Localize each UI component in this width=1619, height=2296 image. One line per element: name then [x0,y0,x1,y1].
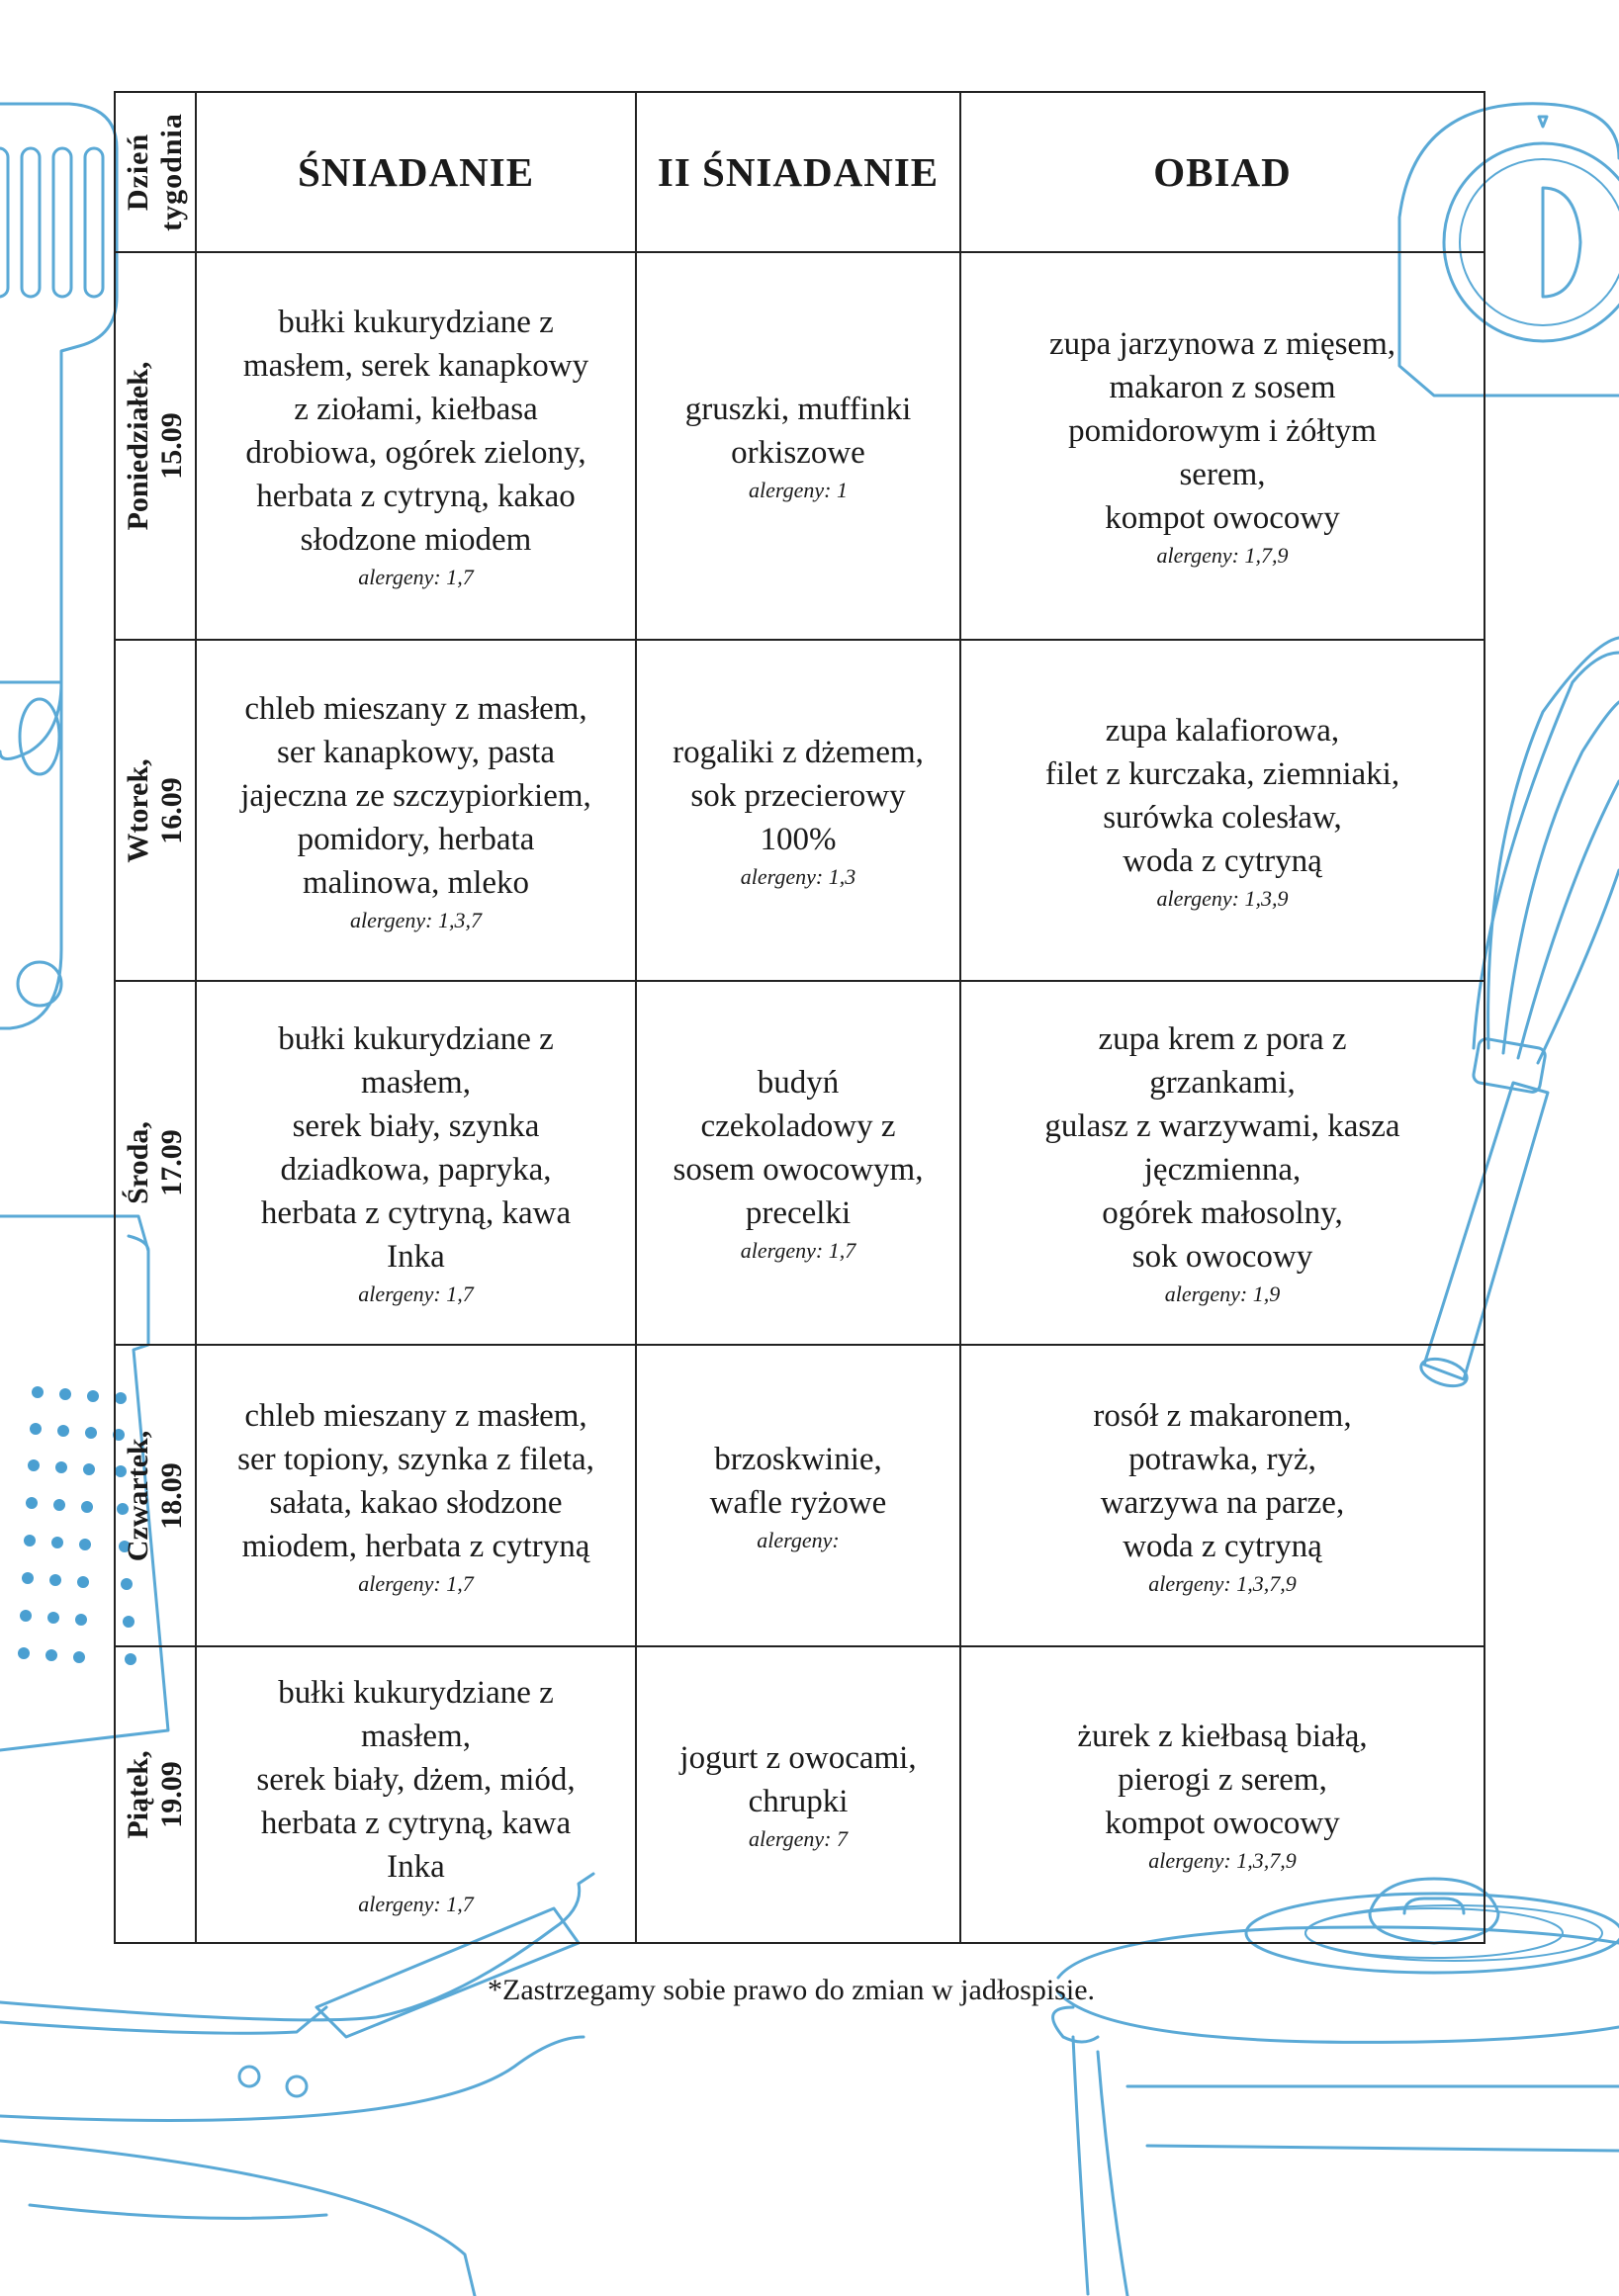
day-header-line2: tygodnia [155,113,188,231]
day-name: Piątek, [122,1750,154,1839]
weekly-menu-table [114,91,1485,1944]
meal-text: zupa kalafiorowa, filet z kurczaka, ziemniaki, surówka colesław, woda z cytryną [1044,712,1400,879]
table-row [115,252,1484,640]
allergen-note: alergeny: 1 [749,478,848,502]
day-name: Wtorek, [122,757,154,863]
lunch-cell [960,1345,1484,1646]
table-row [115,1345,1484,1646]
lunch-cell [960,1646,1484,1943]
meal-text: rosół z makaronem, potrawka, ryż, warzywa na parze, woda z cytryną [1093,1397,1352,1564]
meal-text: zupa jarzynowa z mięsem, makaron z sosem pomidorowym i żółtym serem, kompot owocowy [1048,326,1395,536]
meal-text: gruszki, muffinki orkiszowe [684,392,912,471]
allergen-note: alergeny: 1,3,9 [1156,885,1289,911]
allergen-note: alergeny: 1,9 [1164,1281,1281,1306]
allergen-note: alergeny: 1,7 [740,1238,856,1263]
second-breakfast-column-header: II ŚNIADANIE [636,92,960,252]
meal-text: jogurt z owocami, chrupki [679,1740,917,1819]
day-cell [115,640,196,981]
allergen-note: alergeny: 1,3,7,9 [1148,1848,1297,1873]
allergen-note: alergeny: 1,7 [358,1892,474,1916]
allergen-note: alergeny: 1,7,9 [1156,543,1289,568]
day-name: Czwartek, [122,1430,154,1561]
lunch-column-header: OBIAD [960,92,1484,252]
spatula-icon [0,104,117,1028]
second-breakfast-cell [636,1646,960,1943]
meal-text: bułki kukurydziane z masłem, serek kanapkowy z ziołami, kiełbasa drobiowa, ogórek zielony, herbata z cytryną, kakao słodzone miodem [242,305,589,558]
breakfast-cell [196,640,636,981]
second-breakfast-cell [636,640,960,981]
day-cell [115,1646,196,1943]
second-breakfast-cell [636,252,960,640]
day-cell [115,1345,196,1646]
day-cell [115,981,196,1345]
day-header-line1: Dzień [122,132,154,212]
breakfast-cell [196,1345,636,1646]
day-column-header [115,92,196,252]
allergen-note: alergeny: 1,7 [358,565,474,589]
meal-text: żurek z kiełbasą białą, pierogi z serem, kompot owocowy [1077,1719,1368,1841]
lunch-cell [960,981,1484,1345]
day-date: 16.09 [155,776,188,844]
lunch-cell [960,252,1484,640]
second-breakfast-cell [636,1345,960,1646]
day-cell [115,252,196,640]
day-name: Poniedziałek, [122,361,154,531]
meal-text: zupa krem z pora z grzankami, gulasz z warzywami, kasza jęczmienna, ogórek małosolny, sok owocowy [1044,1021,1400,1275]
allergen-note: alergeny: [757,1527,840,1552]
lunch-cell [960,640,1484,981]
table-row [115,640,1484,981]
second-breakfast-cell [636,981,960,1345]
meal-text: rogaliki z dżemem, sok przecierowy 100% [673,734,924,857]
allergen-note: alergeny: 1,3 [740,863,856,889]
breakfast-cell [196,252,636,640]
meal-text: bułki kukurydziane z masłem, serek biały, dżem, miód, herbata z cytryną, kawa Inka [256,1675,576,1885]
day-name: Środa, [122,1121,154,1204]
allergen-note: alergeny: 1,3,7 [350,907,482,932]
table-row [115,1646,1484,1943]
meal-text: budyń czekoladowy z sosem owocowym, precelki [673,1065,924,1231]
menu-change-disclaimer: *Zastrzegamy sobie prawo do zmian w jadłospisie. [488,1974,1096,2006]
day-date: 15.09 [155,412,188,480]
day-date: 19.09 [155,1761,188,1828]
allergen-note: alergeny: 1,7 [358,1570,474,1596]
day-date: 17.09 [155,1129,188,1196]
meal-text: chleb mieszany z masłem, ser topiony, szynka z fileta, sałata, kakao słodzone miodem, herbata z cytryną [237,1397,594,1564]
meal-text: bułki kukurydziane z masłem, serek biały, szynka dziadkowa, papryka, herbata z cytryną, kawa Inka [260,1021,572,1275]
allergen-note: alergeny: 1,3,7,9 [1148,1570,1297,1596]
meal-text: brzoskwinie, wafle ryżowe [709,1441,887,1521]
table-row [115,981,1484,1345]
allergen-note: alergeny: 7 [749,1826,848,1851]
breakfast-cell [196,1646,636,1943]
meal-text: chleb mieszany z masłem, ser kanapkowy, pasta jajeczna ze szczypiorkiem, pomidory, herbata malinowa, mleko [240,690,591,901]
allergen-note: alergeny: 1,7 [358,1281,474,1306]
breakfast-cell [196,981,636,1345]
breakfast-column-header: ŚNIADANIE [196,92,636,252]
day-date: 18.09 [155,1461,188,1530]
table-header-row [115,92,1484,252]
